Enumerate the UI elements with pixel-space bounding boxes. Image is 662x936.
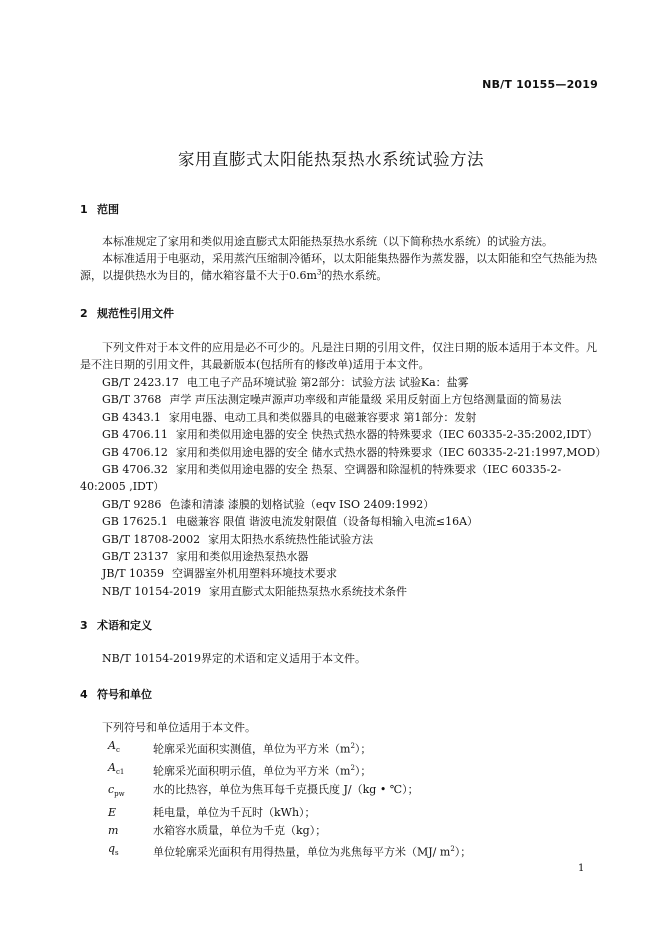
- symbol-description: 轮廓采光面积明示值，单位为平方米$(m^2)$；: [153, 764, 372, 778]
- symbol-description: 水的比热容，单位为焦耳每千克摄氏度 J/（kg • ℃）；: [153, 783, 419, 797]
- reference-item: GB/T 2423.17 电工电子产品环境试验 第2部分：试验方法 试验Ka：盐雾: [102, 376, 469, 389]
- symbol-row: [80, 781, 600, 803]
- section-heading-normative-references: [80, 305, 174, 321]
- symbol-description: 轮廓采光面积实测值，单位为平方米$(m^2)$；: [153, 742, 372, 756]
- symbols-intro: 下列符号和单位适用于本文件。: [102, 721, 256, 734]
- reference-item-continuation: 40:2005 ,IDT）: [80, 480, 165, 494]
- symbol: m: [108, 823, 119, 837]
- normative-intro: 下列文件对于本文件的应用是必不可少的。凡是注日期的引用文件，仅注日期的版本适用于本文件。凡是不注日期的引用文件，其最新版本(包括所有的修改单)适用于本文件。: [80, 341, 597, 371]
- scope-paragraph-1: 本标准规定了家用和类似用途直膨式太阳能热泵热水系统（以下简称热水系统）的试验方法。: [102, 235, 553, 248]
- symbol-row: [80, 840, 600, 862]
- section-title: 术语和定义: [97, 619, 152, 632]
- symbol: E: [108, 805, 117, 819]
- reference-item: GB 4343.1 家用电器、电动工具和类似器具的电磁兼容要求 第1部分：发射: [102, 410, 477, 424]
- symbol-description: 单位轮廓采光面积有用得热量，单位为兆焦每平方米（MJ/ $m^2$）；: [153, 844, 472, 859]
- symbol: $c_{pw}$: [108, 783, 125, 799]
- reference-item: NB/T 10154-2019 家用直膨式太阳能热泵热水系统技术条件: [102, 584, 407, 598]
- symbol-row: [80, 737, 600, 759]
- symbol-list: [80, 719, 600, 862]
- symbol-row: [80, 822, 600, 840]
- reference-item: GB/T 18708-2002 家用太阳热水系统热性能试验方法: [102, 532, 374, 546]
- reference-item: GB 17625.1 电磁兼容 限值 谐波电流发射限值（设备每相输入电流≤16A）: [102, 515, 479, 529]
- section-heading-terms: [80, 617, 152, 633]
- section-title: 范围: [97, 203, 119, 216]
- symbol: $q_s$: [108, 841, 119, 857]
- reference-list: [80, 374, 607, 600]
- reference-item: JB/T 10359 空调器室外机用塑料环境技术要求: [102, 567, 338, 581]
- section-title: 规范性引用文件: [97, 307, 174, 320]
- symbol-description: 耗电量，单位为千瓦时（kWh）；: [153, 805, 316, 819]
- document-title: 家用直膨式太阳能热泵热水系统试验方法: [178, 150, 484, 169]
- section-number: 4: [80, 688, 88, 701]
- standard-code: NB/T 10155—2019: [482, 78, 598, 91]
- symbol-row: [80, 759, 600, 781]
- section-number: 2: [80, 307, 88, 320]
- section-title: 符号和单位: [97, 688, 152, 701]
- reference-item: GB/T 23137 家用和类似用途热泵热水器: [102, 550, 309, 564]
- page-number: 1: [578, 863, 585, 874]
- symbol: $A_c$: [108, 739, 120, 755]
- reference-item: GB 4706.11 家用和类似用途电器的安全 快热式热水器的特殊要求（IEC 60335-2-35:2002,IDT）: [102, 428, 598, 442]
- reference-item: GB/T 3768 声学 声压法测定噪声源声功率级和声能量级 采用反射面上方包络测量面的简易法: [102, 393, 562, 407]
- section-heading-symbols: [80, 686, 152, 702]
- section-number: 3: [80, 619, 88, 632]
- reference-item: GB/T 9286 色漆和清漆 漆膜的划格试验（eqv ISO 2409:1992）: [102, 497, 435, 511]
- section-number: 1: [80, 203, 88, 216]
- scope-paragraph-2: 本标准适用于电驱动，采用蒸汽压缩制冷循环，以太阳能集热器作为蒸发器，以太阳能和空气热能为热源，以提供热水为目的，储水箱容量不大于$0.6m^3$的热水系统。: [80, 252, 597, 282]
- symbol-description: 水箱容水质量，单位为千克（kg）；: [153, 823, 327, 837]
- terms-paragraph: NB/T 10154-2019界定的术语和定义适用于本文件。: [102, 652, 366, 665]
- section-heading-scope: [80, 201, 119, 217]
- reference-item: GB 4706.32 家用和类似用途电器的安全 热泵、空调器和除湿机的特殊要求（IEC 60335-2-: [102, 463, 562, 477]
- reference-item: GB 4706.12 家用和类似用途电器的安全 储水式热水器的特殊要求（IEC 60335-2-21:1997,MOD）: [102, 445, 607, 459]
- symbol: $A_{c1}$: [108, 761, 125, 777]
- symbol-row: [80, 804, 600, 822]
